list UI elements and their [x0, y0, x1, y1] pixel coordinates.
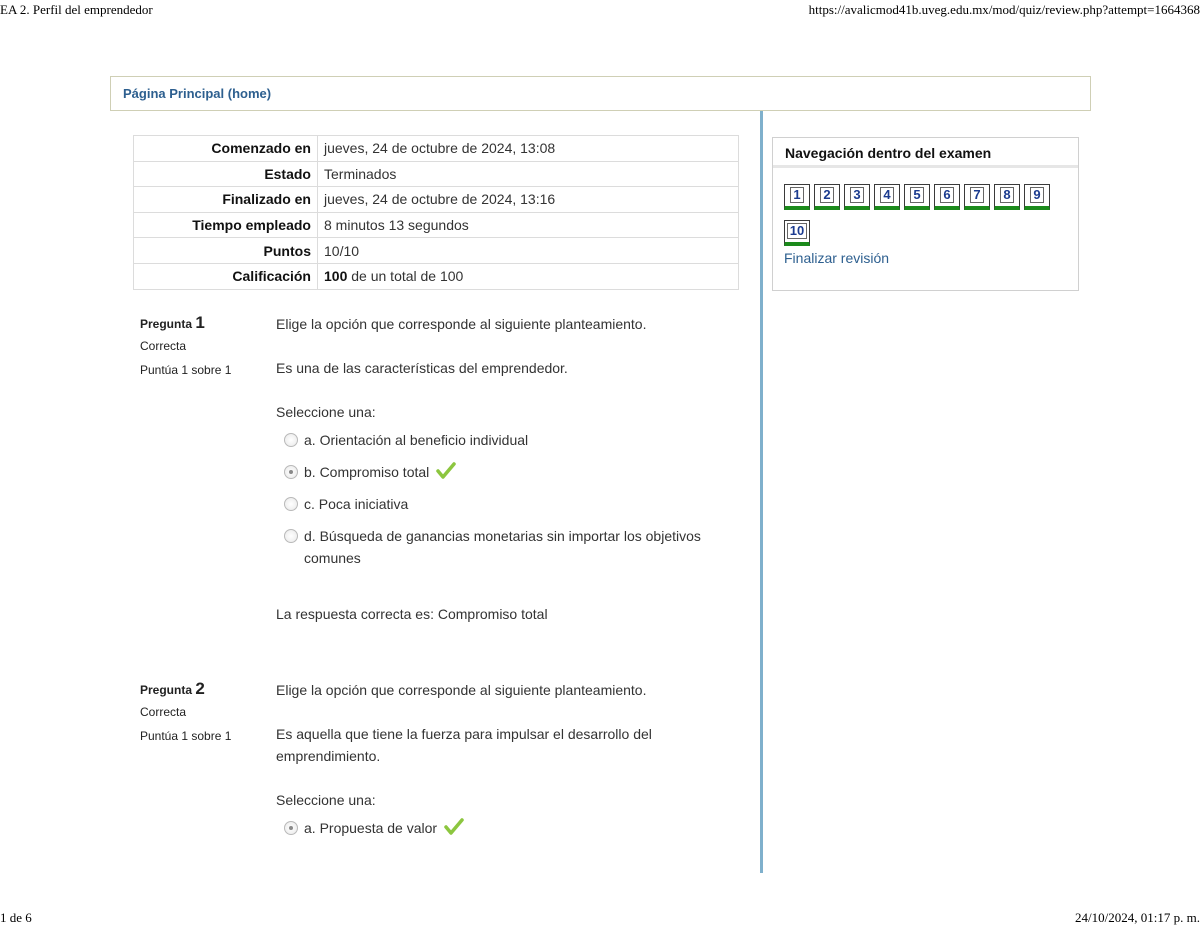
print-datetime: 24/10/2024, 01:17 p. m. — [1075, 910, 1200, 925]
radio-button-selected[interactable] — [284, 821, 298, 835]
correct-answer-feedback: La respuesta correcta es: Compromiso total — [276, 606, 548, 622]
question-nav-number: 7 — [973, 187, 981, 202]
question-nav-number: 10 — [789, 223, 805, 238]
finish-review-link[interactable]: Finalizar revisión — [784, 250, 890, 266]
print-page-url: https://avalicmod41b.uveg.edu.mx/mod/quiz/review.php?attempt=1664368 — [808, 2, 1200, 17]
answer-option — [276, 493, 716, 515]
question-nav-number: 5 — [913, 187, 921, 202]
correct-check-icon — [436, 462, 456, 480]
question-nav-button-10[interactable] — [784, 220, 810, 246]
print-header — [0, 2, 1200, 20]
question-nav-number: 8 — [1003, 187, 1011, 202]
radio-button-selected[interactable] — [284, 465, 298, 479]
breadcrumb-bar — [110, 76, 1091, 111]
question-nav-number: 4 — [883, 187, 891, 202]
summary-label: Comenzado en — [134, 136, 318, 162]
correct-check-icon — [444, 818, 464, 836]
question-nav-button-9[interactable] — [1024, 184, 1050, 210]
summary-row — [134, 136, 739, 162]
question-prompt: Seleccione una: — [276, 792, 376, 808]
summary-label: Finalizado en — [134, 187, 318, 213]
summary-label: Estado — [134, 161, 318, 187]
quiz-navigation-block — [772, 137, 1079, 291]
option-label: a. Orientación al beneficio individual — [304, 432, 529, 448]
summary-value: jueves, 24 de octubre de 2024, 13:08 — [318, 136, 739, 162]
grade-score: 100 — [324, 268, 348, 285]
question-nav-number: 6 — [943, 187, 951, 202]
question-prompt: Seleccione una: — [276, 404, 376, 420]
answer-option — [276, 429, 716, 451]
option-label: a. Propuesta de valor — [304, 820, 438, 836]
summary-label: Puntos — [134, 238, 318, 264]
question-nav-number: 3 — [853, 187, 861, 202]
question-content — [276, 679, 716, 839]
answer-option — [276, 525, 716, 569]
option-label: d. Búsqueda de ganancias monetarias sin importar los objetivos comunes — [304, 528, 701, 566]
question-nav-button-3[interactable] — [844, 184, 870, 210]
home-link[interactable]: Página Principal (home) — [123, 86, 272, 101]
question-instruction: Elige la opción que corresponde al siguiente planteamiento. — [276, 682, 647, 698]
summary-value — [318, 263, 739, 289]
question-state: Correcta — [140, 705, 187, 719]
summary-row — [134, 187, 739, 213]
question-statement: Es una de las características del emprendedor. — [276, 360, 568, 376]
question-nav-button-8[interactable] — [994, 184, 1020, 210]
summary-value: jueves, 24 de octubre de 2024, 13:16 — [318, 187, 739, 213]
print-page-number: 1 de 6 — [0, 910, 32, 925]
quiz-navigation-title: Navegación dentro del examen — [773, 138, 1078, 168]
question-heading — [140, 679, 270, 699]
answer-option — [276, 817, 716, 839]
question-label: Pregunta — [140, 683, 193, 697]
summary-label: Calificación — [134, 263, 318, 289]
question-instruction: Elige la opción que corresponde al siguiente planteamiento. — [276, 316, 647, 332]
print-footer — [0, 910, 1200, 928]
summary-value: 10/10 — [318, 238, 739, 264]
question-statement: Es aquella que tiene la fuerza para impulsar el desarrollo del emprendimiento. — [276, 726, 652, 764]
question-heading — [140, 313, 270, 333]
question-number: 2 — [195, 679, 205, 698]
question-nav-button-2[interactable] — [814, 184, 840, 210]
question-state: Correcta — [140, 339, 187, 353]
question-info — [140, 313, 270, 377]
summary-value: 8 minutos 13 segundos — [318, 212, 739, 238]
question-content — [276, 313, 716, 625]
option-label: b. Compromiso total — [304, 464, 430, 480]
grade-total: de un total de 100 — [347, 268, 464, 285]
question-grade: Puntúa 1 sobre 1 — [140, 363, 232, 377]
summary-row — [134, 238, 739, 264]
print-page-title: EA 2. Perfil del emprendedor — [0, 2, 153, 17]
radio-button[interactable] — [284, 497, 298, 511]
attempt-summary-table — [133, 135, 739, 290]
question-nav-button-5[interactable] — [904, 184, 930, 210]
question-number: 1 — [195, 313, 205, 332]
question-nav-button-4[interactable] — [874, 184, 900, 210]
question-grade: Puntúa 1 sobre 1 — [140, 729, 232, 743]
question-nav-number: 1 — [793, 187, 801, 202]
question-info — [140, 679, 270, 743]
summary-value: Terminados — [318, 161, 739, 187]
summary-row — [134, 263, 739, 289]
radio-button[interactable] — [284, 529, 298, 543]
question-nav-button-6[interactable] — [934, 184, 960, 210]
column-divider — [760, 111, 763, 873]
question-nav-button-1[interactable] — [784, 184, 810, 210]
question-nav-number: 2 — [823, 187, 831, 202]
option-label: c. Poca iniciativa — [304, 496, 409, 512]
radio-button[interactable] — [284, 433, 298, 447]
summary-label: Tiempo empleado — [134, 212, 318, 238]
summary-row — [134, 212, 739, 238]
question-nav-number: 9 — [1033, 187, 1041, 202]
question-label: Pregunta — [140, 317, 193, 331]
answer-option — [276, 461, 716, 483]
summary-row — [134, 161, 739, 187]
question-nav-button-7[interactable] — [964, 184, 990, 210]
